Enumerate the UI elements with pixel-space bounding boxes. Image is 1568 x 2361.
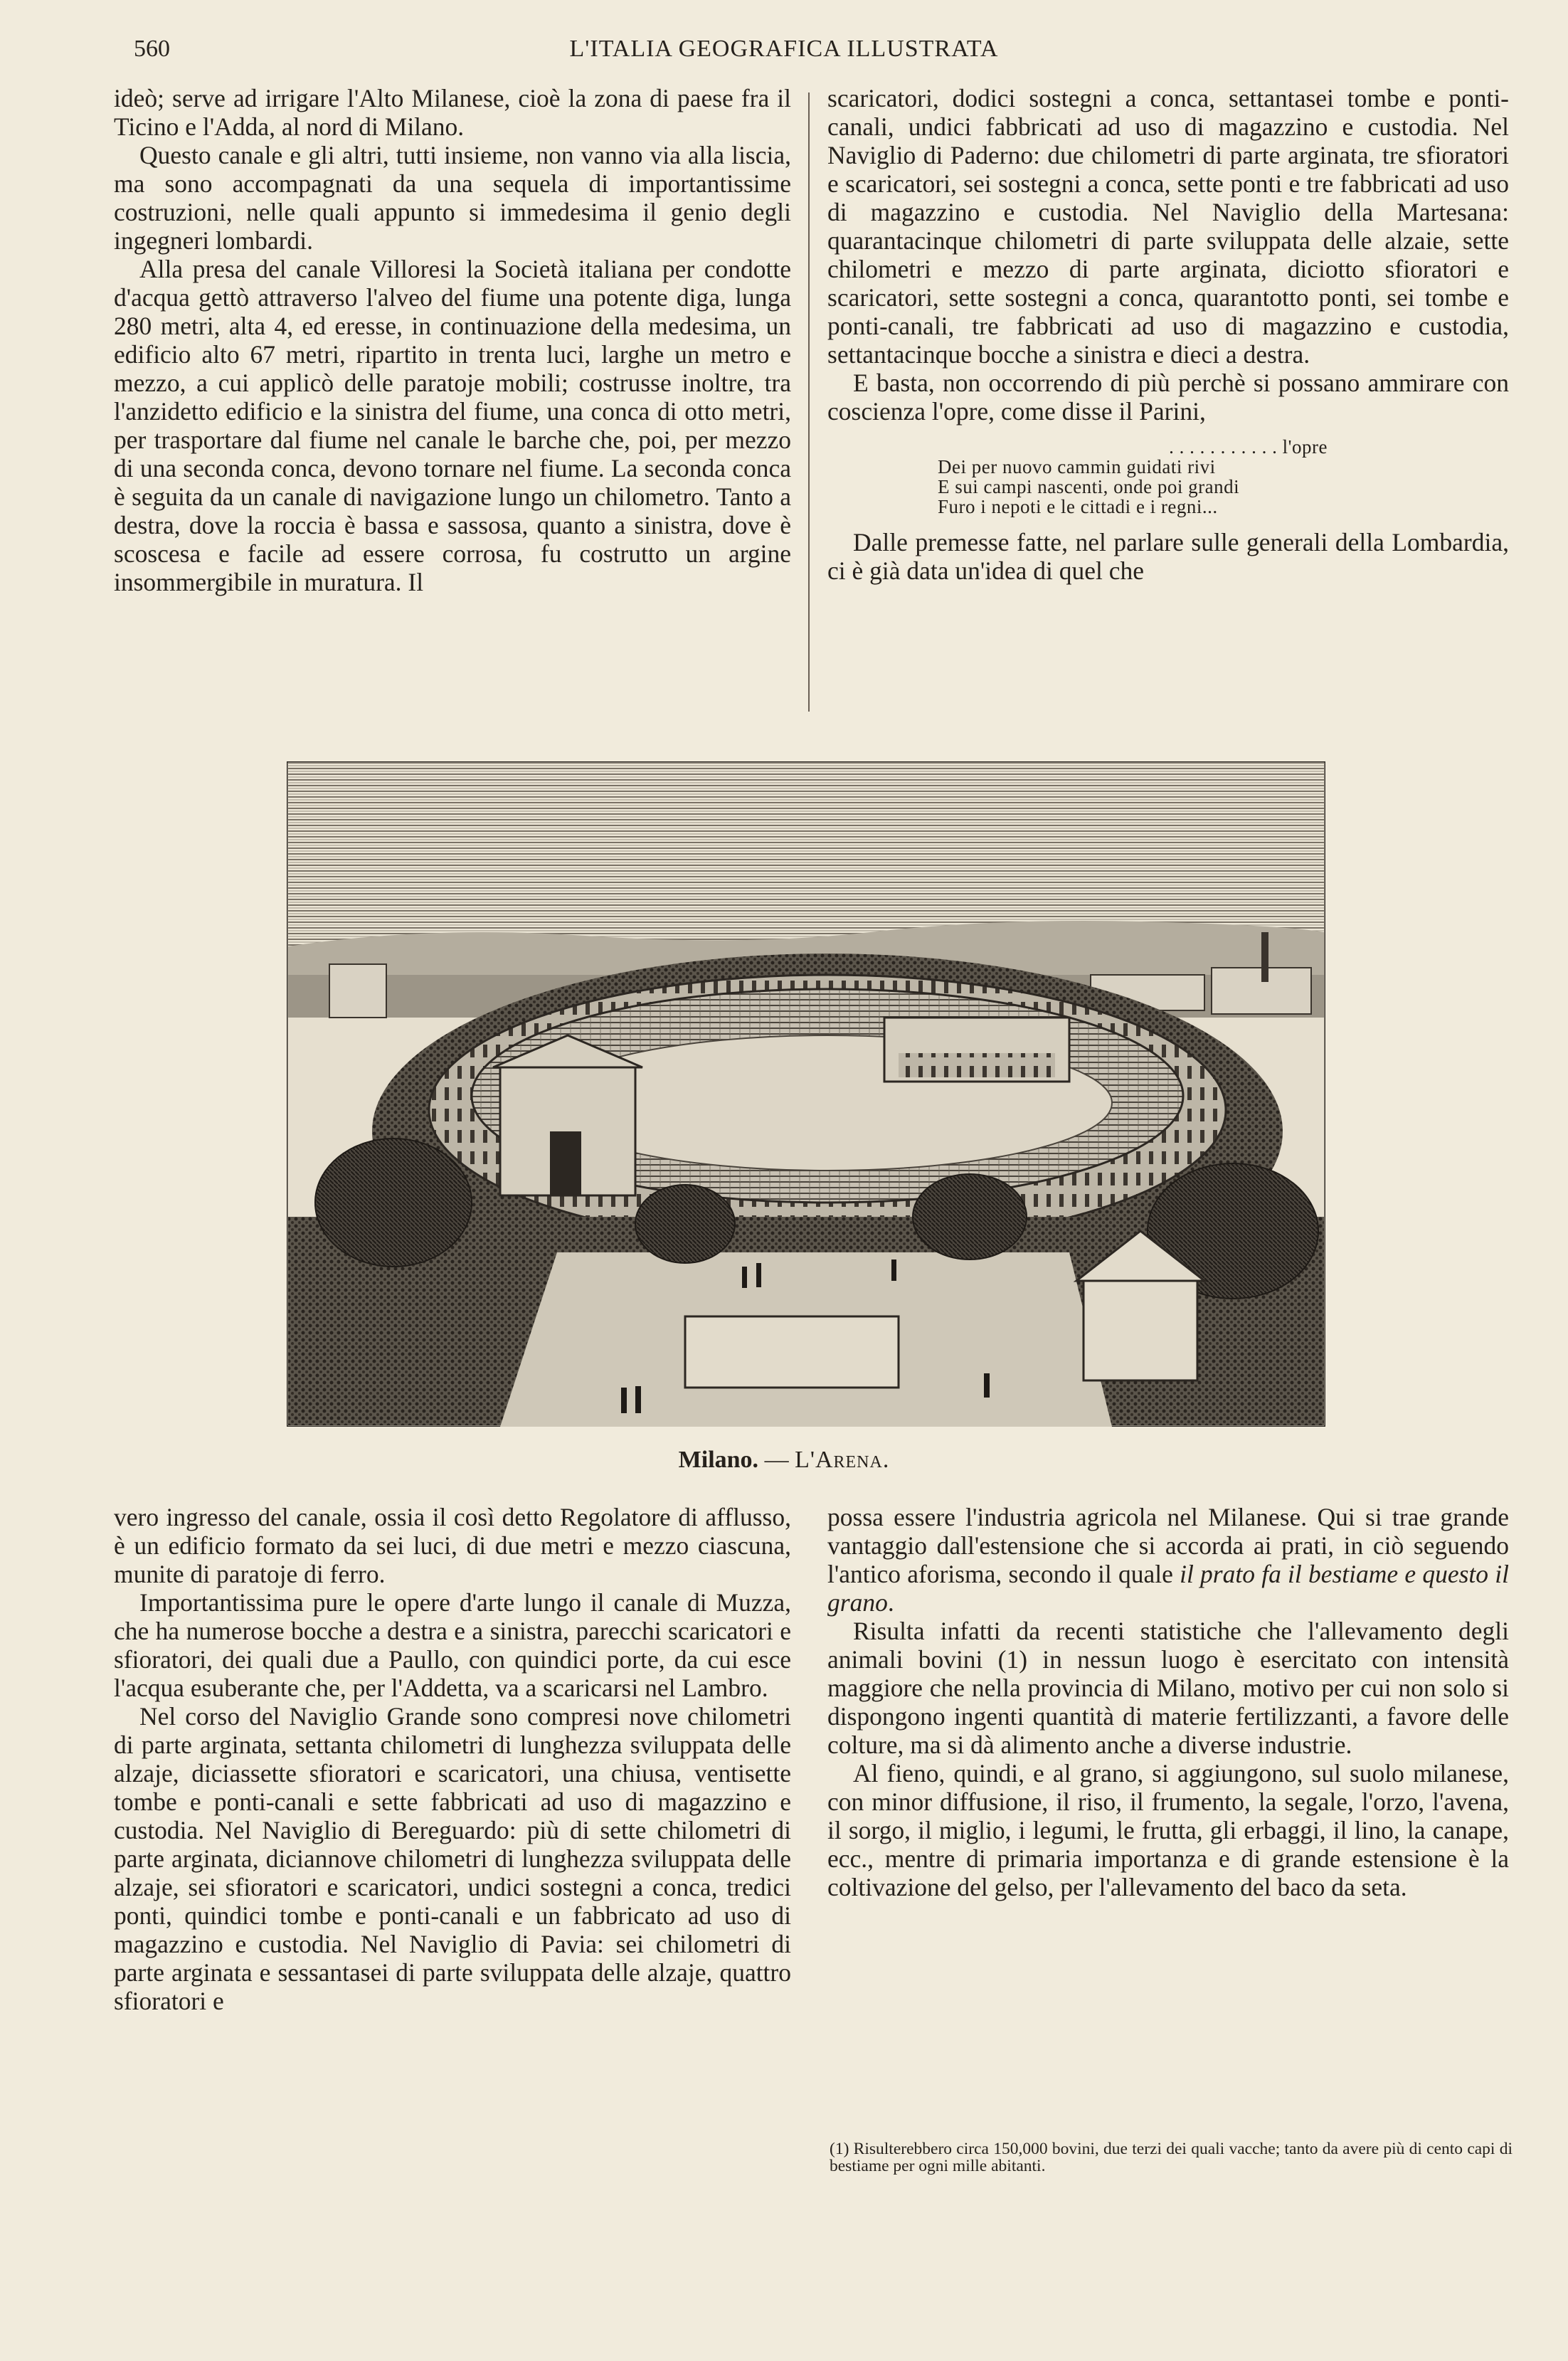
running-title: L'ITALIA GEOGRAFICA ILLUSTRATA xyxy=(569,36,999,62)
text-span: . xyxy=(887,1588,894,1617)
paragraph: scaricatori, dodici sostegni a conca, settantasei tombe e ponti-canali, undici fabbricati ad uso di magazzino e custodia. Nel Naviglio di Paderno: due chilometri di parte arginata, tre sfioratori e scaricatori, sei sostegni a conca, sette ponti e tre fabbricati ad uso di magazzino e custodia. Nel Naviglio della Martesana: quarantacinque chilometri di parte sviluppata delle alzaie, sette chilometri e mezzo di parte arginata, diciotto sfioratori e scaricatori, sette sostegni a conca, quarantotto ponti, sei tombe e ponti-canali, tre fabbricati ad uso di magazzino e custodia, settantacinque bocche a sinistra e dieci a destra. xyxy=(827,84,1509,369)
verse-line: Furo i nepoti e le cittadi e i regni... xyxy=(938,496,1218,517)
page-number: 560 xyxy=(134,36,170,62)
paragraph: Importantissima pure le opere d'arte lungo il canale di Muzza, che ha numerose bocche a destra e a sinistra, parecchi scaricatori e sfioratori, dei quali due a Paullo, con quindici porte, da cui esce l'acqua esuberante che, per l'Addetta, va a scaricarsi nel Lambro. xyxy=(114,1588,791,1702)
footnote: (1) Risulterebbero circa 150,000 bovini, due terzi dei quali vacche; tanto da avere più di cento capi di bestiame per ogni mille abitanti. xyxy=(830,2140,1513,2175)
column-rule xyxy=(808,93,810,712)
paragraph: E basta, non occorrendo di più perchè si possano ammirare con coscienza l'opre, come disse il Parini, xyxy=(827,369,1509,426)
paragraph: Nel corso del Naviglio Grande sono compresi nove chilometri di parte arginata, settanta chilometri di lunghezza sviluppata delle alzaje, diciassette sfioratori e scaricatori, una chiusa, ventisette tombe e ponti-canali e sette fabbricati ad uso di magazzino e custodia. Nel Naviglio di Bereguardo: più di sette chilometri di parte arginata, diciannove chilometri di lunghezza sviluppata delle alzaje, sei sfioratori e scaricatori, undici sostegni a conca, tredici ponti, quindici tombe e ponti-canali e un fabbricato ad uso di magazzino e custodia. Nel Naviglio di Pavia: sei chilometri di parte arginata e sessantasei di parte sviluppata delle alzaje, quattro sfioratori e xyxy=(114,1702,791,2015)
figure-caption xyxy=(0,1447,1568,1474)
bottom-left-column xyxy=(114,1503,791,2015)
italic-aphorism: il prato fa il bestiame e questo il grano xyxy=(827,1560,1509,1617)
verse-line: Dei per nuovo cammin guidati rivi xyxy=(938,456,1216,477)
caption-dash: — xyxy=(758,1447,795,1473)
bottom-right-column xyxy=(827,1503,1509,1901)
top-right-column xyxy=(827,84,1509,585)
parini-verse xyxy=(827,437,1509,517)
top-left-column xyxy=(114,84,791,596)
paragraph: ideò; serve ad irrigare l'Alto Milanese, cioè la zona di paese fra il Ticino e l'Adda, al nord di Milano. xyxy=(114,84,791,141)
paragraph: vero ingresso del canale, ossia il così detto Regolatore di afflusso, è un edificio formato da sei luci, di due metri e mezzo ciascuna, munite di paratoje di ferro. xyxy=(114,1503,791,1588)
text-span: possa essere l'industria agricola nel Milanese. Qui si trae grande vantaggio dall'estensione che si accorda ai prati, in ciò seguendo l'antico aforisma, secondo il quale xyxy=(827,1503,1509,1588)
caption-place: Milano. xyxy=(678,1447,759,1473)
verse-line: E sui campi nascenti, onde poi grandi xyxy=(938,476,1240,497)
paragraph: Al fieno, quindi, e al grano, si aggiungono, sul suolo milanese, con minor diffusione, il riso, il frumento, la segale, l'orzo, l'avena, il sorgo, il miglio, i legumi, le frutta, gli erbaggi, il lino, la canape, ecc., mentre di primaria importanza e di grande estensione è la coltivazione del gelso, per l'allevamento del baco da seta. xyxy=(827,1759,1509,1901)
caption-title: L'Arena. xyxy=(795,1447,890,1473)
paragraph xyxy=(827,1503,1509,1617)
verse-line: . . . . . . . . . . . l'opre xyxy=(1169,436,1328,458)
paragraph: Questo canale e gli altri, tutti insieme, non vanno via alla liscia, ma sono accompagnati da una sequela di importantissime costruzioni, nelle quali appunto si immedesima il genio degli ingegneri lombardi. xyxy=(114,141,791,255)
paragraph: Risulta infatti da recenti statistiche che l'allevamento degli animali bovini (1) in nessun luogo è esercitato con intensità maggiore che nella provincia di Milano, motivo per cui non solo si dispongono ingenti quantità di materie fertilizzanti, a favore delle colture, ma si dà alimento anche a diverse industrie. xyxy=(827,1617,1509,1759)
paragraph: Dalle premesse fatte, nel parlare sulle generali della Lombardia, ci è già data un'idea di quel che xyxy=(827,528,1509,585)
paragraph: Alla presa del canale Villoresi la Società italiana per condotte d'acqua gettò attraverso l'alveo del fiume una potente diga, lunga 280 metri, alta 4, ed eresse, in continuazione della medesima, un edificio alto 67 metri, ripartito in trenta luci, larghe un metro e mezzo, a cui applicò delle paratoje mobili; costrusse inoltre, tra l'anzidetto edificio e la sinistra del fiume, una conca di otto metri, per trasportare dal fiume nel canale le barche che, poi, per mezzo di una seconda conca, devono tornare nel fiume. La seconda conca è seguita da un canale di navigazione lungo un chilometro. Tanto a destra, dove la roccia è bassa e sassosa, quanto a sinistra, dove è scoscesa e facile ad essere corrosa, fu costrutto un argine insommergibile in muratura. Il xyxy=(114,255,791,596)
arena-illustration xyxy=(287,761,1325,1427)
